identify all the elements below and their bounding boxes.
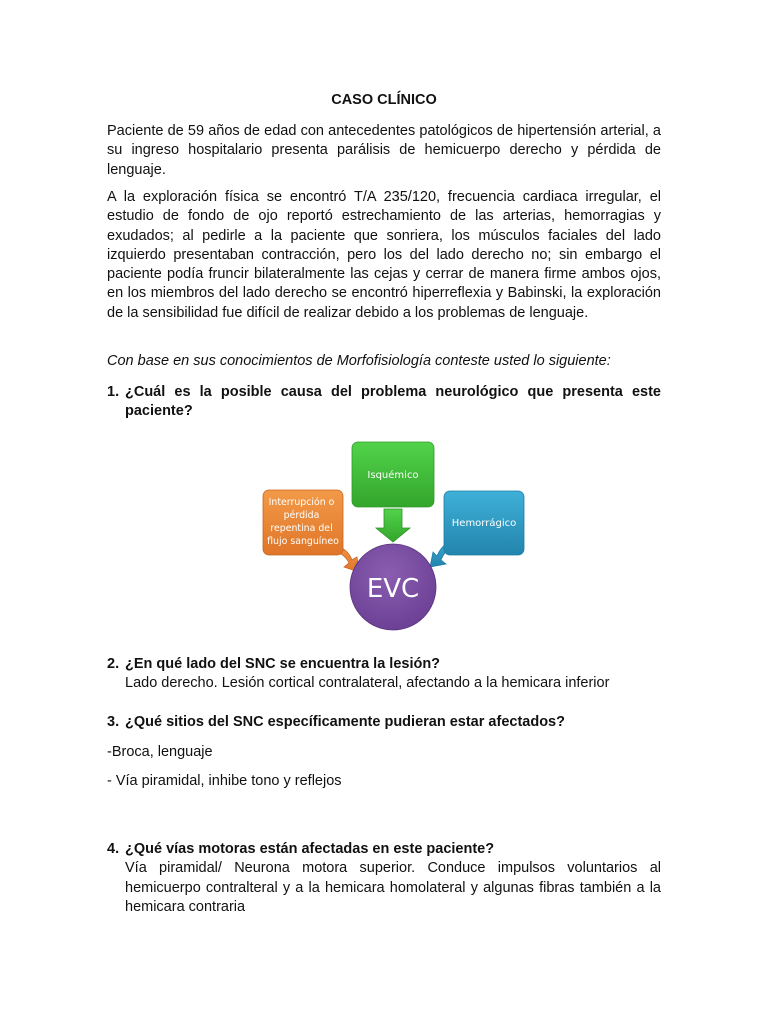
hemorragico-label: Hemorrágico: [451, 518, 517, 529]
interrupcion-line-4: flujo sanguíneo: [267, 536, 339, 547]
case-paragraph-1: Paciente de 59 años de edad con antecedentes patológicos de hipertensión arterial, a su ingreso hospitalario presenta parálisis de hemicuerpo derecho y pérdida de lenguaje.: [107, 123, 661, 178]
case-paragraph-2: A la exploración física se encontró T/A 235/120, frecuencia cardiaca irregular, el estudio de fondo de ojo reportó estrechamiento de las arterias, hemorragias y exudados; al pedirle a la paciente que sonriera, los músculos faciales del lado izquierdo presentaban contracción, pero los del lado derecho no; sin embargo el paciente podía fruncir bilateralmente las cejas y cerrar de manera firme ambos ojos, en los miembros del lado derecho se encontró hiperreflexia y Babinski, la exploración de la sensibilidad fue difícil de realizar debido a los problemas de lenguaje.: [107, 189, 661, 321]
question-3: [107, 713, 661, 732]
arrow-down-icon: [376, 509, 410, 542]
question-4: [107, 840, 661, 917]
question-1-text: ¿Cuál es la posible causa del problema neurológico que presenta este paciente?: [125, 384, 661, 420]
question-4-number: 4.: [107, 841, 120, 857]
instructions-paragraph: Con base en sus conocimientos de Morfofisiología conteste usted lo siguiente:: [107, 353, 611, 369]
isquemico-label: Isquémico: [367, 470, 419, 481]
evc-label: EVC: [366, 574, 420, 604]
question-3-answer-2: - Vía piramidal, inhibe tono y reflejos: [107, 773, 342, 789]
question-4-answer: Vía piramidal/ Neurona motora superior. Conduce impulsos voluntarios al hemicuerpo contralteral y a la hemicara homolateral y algunas fibras también a la hemicara contraria: [125, 860, 661, 915]
document-title: CASO CLÍNICO: [331, 92, 437, 108]
question-2: [107, 655, 661, 694]
question-3-number: 3.: [107, 714, 120, 730]
question-2-number: 2.: [107, 656, 120, 672]
question-1-number: 1.: [107, 384, 120, 400]
interrupcion-line-3: repentina del: [270, 523, 333, 534]
question-3-text: ¿Qué sitios del SNC específicamente pudieran estar afectados?: [125, 714, 565, 730]
question-2-answer: Lado derecho. Lesión cortical contralateral, afectando a la hemicara inferior: [125, 675, 610, 692]
interrupcion-line-2: pérdida: [283, 510, 320, 521]
evc-diagram: [250, 436, 540, 641]
interrupcion-line-1: Interrupción o: [268, 497, 335, 508]
question-2-text: ¿En qué lado del SNC se encuentra la lesión?: [125, 656, 441, 672]
question-3-answer-1: -Broca, lenguaje: [107, 744, 213, 760]
question-4-text: ¿Qué vías motoras están afectadas en este paciente?: [125, 841, 495, 857]
question-1: [107, 383, 661, 422]
